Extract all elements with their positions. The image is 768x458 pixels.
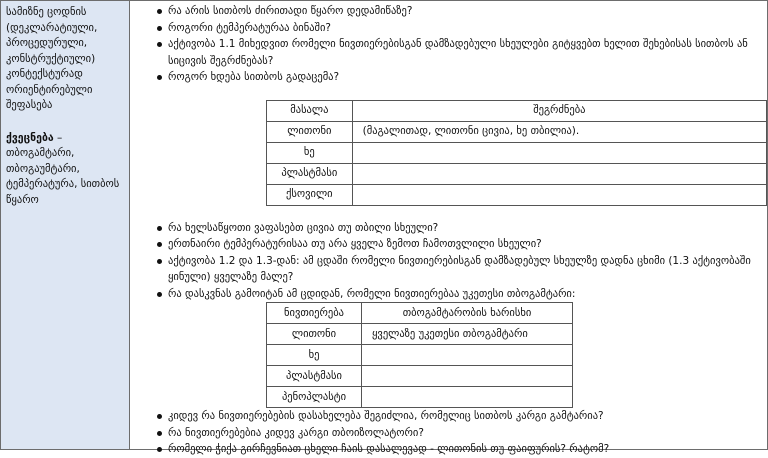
sidebar-line: ორიენტირებული (6, 83, 93, 96)
table-header-cell: მასალა (267, 100, 353, 121)
keyword-line: თბოგაუმტარი, (6, 162, 80, 175)
sidebar-line: სამიზნე ცოდნის (6, 6, 87, 18)
sidebar-line: კონტექსტურად (6, 68, 83, 80)
question-item: კიდევ რა ნივთიერებების დასახელება შეგიძლია, რომელიც სითბოს კარგი გამტარია? (157, 408, 767, 425)
question-item: რომელი ჭიქა გირჩევნიათ ცხელი ჩაის დასალევად - ლითონის თუ ფაიფურის? რატომ? (157, 441, 767, 458)
keywords-title: ქვეცნება (6, 131, 54, 144)
table-cell: პლასტმასი (267, 366, 362, 387)
table-row (267, 163, 767, 184)
question-item: როგორ ხდება სითბოს გადაცემა? (157, 69, 767, 86)
question-item: რა არის სითბოს ძირითადი წყარო დედამიწაზე? (157, 3, 767, 20)
table-row (267, 366, 573, 387)
table-cell (362, 345, 573, 366)
table-cell: ქსოვილი (267, 184, 353, 205)
material-sensation-table (266, 100, 767, 206)
question-text-cont: სიცივის შეგრძნებას? (168, 54, 274, 67)
table-cell: ხე (267, 142, 353, 163)
table-row (267, 121, 767, 142)
table-cell: ლითონი (267, 324, 362, 345)
sidebar-line: (დეკლარატიული, (6, 21, 98, 34)
question-item: როგორი ტემპერატურაა ბინაში? (157, 20, 767, 37)
table-row (267, 324, 573, 345)
sidebar-line: კონსტრუქტიული) (6, 52, 96, 65)
table-cell: ყველაზე უკეთესი თბოგამტარი (362, 324, 573, 345)
table-row (267, 387, 573, 408)
sidebar-line: შეფასება (6, 99, 53, 111)
table-cell (352, 163, 766, 184)
question-item (157, 253, 767, 286)
conductivity-table (266, 302, 573, 408)
table-cell (362, 387, 573, 408)
keywords-heading: ქვეცნება – (6, 131, 63, 144)
keyword-line: ტემპერატურა, სითბოს (6, 178, 120, 190)
table-row (267, 345, 573, 366)
table-cell: პენოპლასტი (267, 387, 362, 408)
question-text-cont: ყინული) ყველაზე მალე? (168, 271, 294, 283)
questions-column (130, 1, 767, 455)
sidebar-line: პროცედურული, (6, 37, 88, 49)
table-cell (352, 184, 766, 205)
table-cell: ხე (267, 345, 362, 366)
assessment-sidebar (1, 1, 130, 449)
table-row (267, 184, 767, 205)
question-list-mid (130, 220, 767, 303)
question-list-bottom (130, 408, 767, 458)
question-item: რა ნივთიერებებია კიდევ კარგი თბოიზოლატორი? (157, 425, 767, 442)
question-item: რა დასკვნას გამოიტან ამ ცდიდან, რომელი ნივთიერებაა უკეთესი თბოგამტარი: (157, 286, 767, 303)
table-cell: ლითონი (267, 121, 353, 142)
table-header-row (267, 303, 573, 324)
table-cell: პლასტმასი (267, 163, 353, 184)
keyword-line: წყარო (6, 193, 39, 206)
table-cell: (მაგალითად, ლითონი ცივია, ხე თბილია). (352, 121, 766, 142)
table-header-row (267, 100, 767, 121)
table-row (267, 142, 767, 163)
question-item: ერთნაირი ტემპერატურისაა თუ არა ყველა ზემოთ ჩამოთვლილი სხეული? (157, 236, 767, 253)
question-text: აქტივობა 1.2 და 1.3-დან: ამ ცდაში რომელი ნივთიერებისგან დამზადებულ სხეულზე დადნა ცხიმი (1.3 აქტივობაში (168, 254, 751, 267)
question-item: რა ხელსაწყოთი ვაფასებთ ცივია თუ თბილი სხეული? (157, 220, 767, 237)
table-cell (362, 366, 573, 387)
question-item (157, 36, 767, 69)
table-header-cell: შეგრძნება (352, 100, 766, 121)
table-header-cell: ნივთიერება (267, 303, 362, 324)
question-list-top (130, 3, 767, 86)
question-text: აქტივობა 1.1 მიხედვით რომელი ნივთიერებისგან დამზადებული სხეულები გიტყვებთ ხელით შეხებისას სითბოს ან (168, 38, 748, 50)
keyword-line: თბოგამტარი, (6, 147, 75, 159)
table-cell (352, 142, 766, 163)
table-header-cell: თბოგამტარობის ხარისხი (362, 303, 573, 324)
